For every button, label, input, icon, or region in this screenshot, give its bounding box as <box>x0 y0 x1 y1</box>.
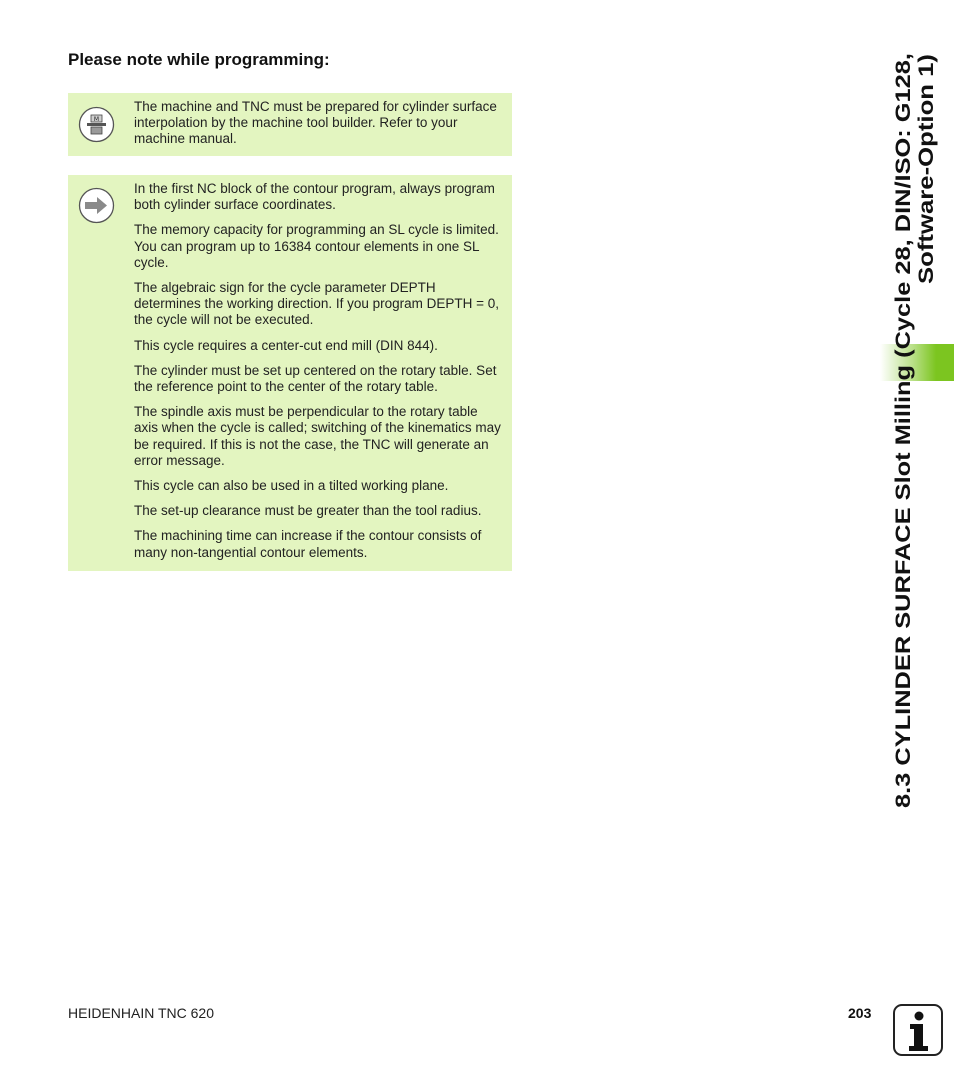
note-box-programming <box>68 175 512 571</box>
page-number: 203 <box>848 1005 872 1021</box>
note-paragraph: The cylinder must be set up centered on the rotary table. Set the reference point to the center of the rotary table. <box>134 362 497 395</box>
note-paragraph: The memory capacity for programming an SL cycle is limited. You can program up to 16384 contour elements in one SL cycle. <box>134 222 499 270</box>
note-paragraph: The machining time can increase if the contour consists of many non-tangential contour elements. <box>134 528 482 560</box>
note-paragraph: This cycle can also be used in a tilted working plane. <box>134 478 449 494</box>
arrow-right-icon <box>78 187 115 224</box>
note-paragraph: This cycle requires a center-cut end mill (DIN 844). <box>134 337 438 353</box>
section-heading: Please note while programming: <box>68 50 330 69</box>
note-text <box>134 99 504 157</box>
machine-icon <box>78 106 115 143</box>
svg-text:M: M <box>93 116 100 123</box>
note-paragraph: The spindle axis must be perpendicular to the rotary table axis when the cycle is called; switching of the kinematics may be required. If this is not the case, the TNC will generate an error message. <box>134 404 501 468</box>
info-icon <box>893 1004 943 1056</box>
note-text <box>134 181 504 570</box>
footer-product-name: HEIDENHAIN TNC 620 <box>68 1005 215 1021</box>
side-title-line-1: 8.3 CYLINDER SURFACE Slot Milling (Cycle 28, DIN/ISO: G128, <box>892 183 915 808</box>
note-paragraph: The set-up clearance must be greater than the tool radius. <box>134 503 482 519</box>
side-title-line-2: Software-Option 1) <box>915 96 938 284</box>
side-chapter-title <box>888 50 938 810</box>
note-box-machine <box>68 93 512 156</box>
note-paragraph: The machine and TNC must be prepared for cylinder surface interpolation by the machine tool builder. Refer to your machine manual. <box>134 99 497 147</box>
chapter-tab <box>936 344 954 381</box>
note-paragraph: In the first NC block of the contour program, always program both cylinder surface coordinates. <box>134 181 495 213</box>
note-paragraph: The algebraic sign for the cycle parameter DEPTH determines the working direction. If you program DEPTH = 0, the cycle will not be executed. <box>134 280 500 328</box>
